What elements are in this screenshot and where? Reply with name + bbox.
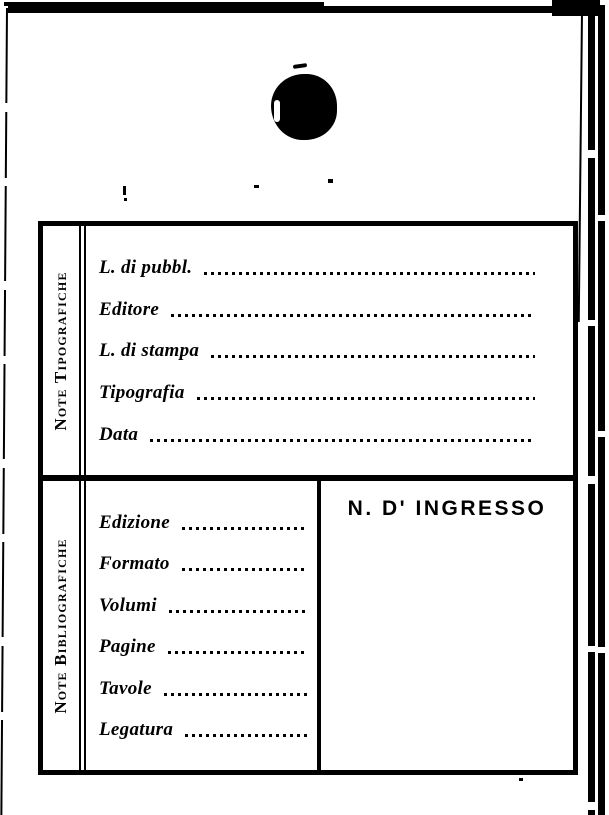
dotted-rule [168,651,307,654]
scan-edge-left [0,8,8,815]
ink-dash-mark [293,63,307,69]
section-note-bibliografiche [43,481,573,770]
ingresso-box [321,481,573,770]
field-row-volumi [99,596,317,616]
fields-bibliografiche [86,481,321,770]
fields-tipografiche [86,226,573,475]
ink-speck [328,179,333,183]
section-note-tipografiche [43,226,573,481]
scan-edge-right-outer [598,5,605,815]
field-row-tipografia [99,383,573,403]
ink-blot-highlight [274,100,280,122]
dotted-rule [164,693,307,696]
field-label: Formato [99,553,170,575]
dotted-rule [150,439,535,442]
field-label: Edizione [99,511,171,533]
field-row-editore [99,300,573,320]
dotted-rule [197,397,535,400]
field-label: Editore [99,298,160,320]
side-column-bibliografiche [43,481,86,770]
scan-edge-right-thin [578,12,583,322]
field-label: Volumi [99,594,157,616]
field-row-data [99,425,573,445]
accession-card [38,221,578,775]
scan-edge-top [8,6,600,13]
dotted-rule [185,734,307,737]
dotted-rule [211,355,535,358]
scan-edge-right-inner [588,0,595,815]
field-label: Legatura [99,719,174,741]
field-row-formato [99,554,317,574]
field-label: Pagine [99,636,156,658]
ingresso-title: N. D' INGRESSO [347,497,547,520]
ink-speck [123,186,126,195]
dotted-rule [169,610,307,613]
side-column-tipografiche [43,226,86,475]
ink-speck [124,198,127,201]
dotted-rule [182,527,307,530]
side-label-tipografiche: Note Tipografiche [51,270,70,431]
field-row-tavole [99,679,317,699]
field-row-l-di-pubbl [99,258,573,278]
field-row-legatura [99,720,317,740]
field-row-l-di-stampa [99,341,573,361]
field-label: Tavole [99,677,152,699]
dotted-rule [204,272,535,275]
field-row-edizione [99,513,317,533]
field-label: Data [99,424,139,446]
dotted-rule [182,568,307,571]
ink-speck [254,185,259,188]
ink-blot [271,74,337,140]
field-label: Tipografia [99,382,185,404]
dotted-rule [171,314,535,317]
ink-speck [519,778,523,781]
field-label: L. di pubbl. [99,256,193,278]
field-label: L. di stampa [99,340,200,362]
side-label-bibliografiche: Note Bibliografiche [51,537,70,714]
field-row-pagine [99,637,317,657]
